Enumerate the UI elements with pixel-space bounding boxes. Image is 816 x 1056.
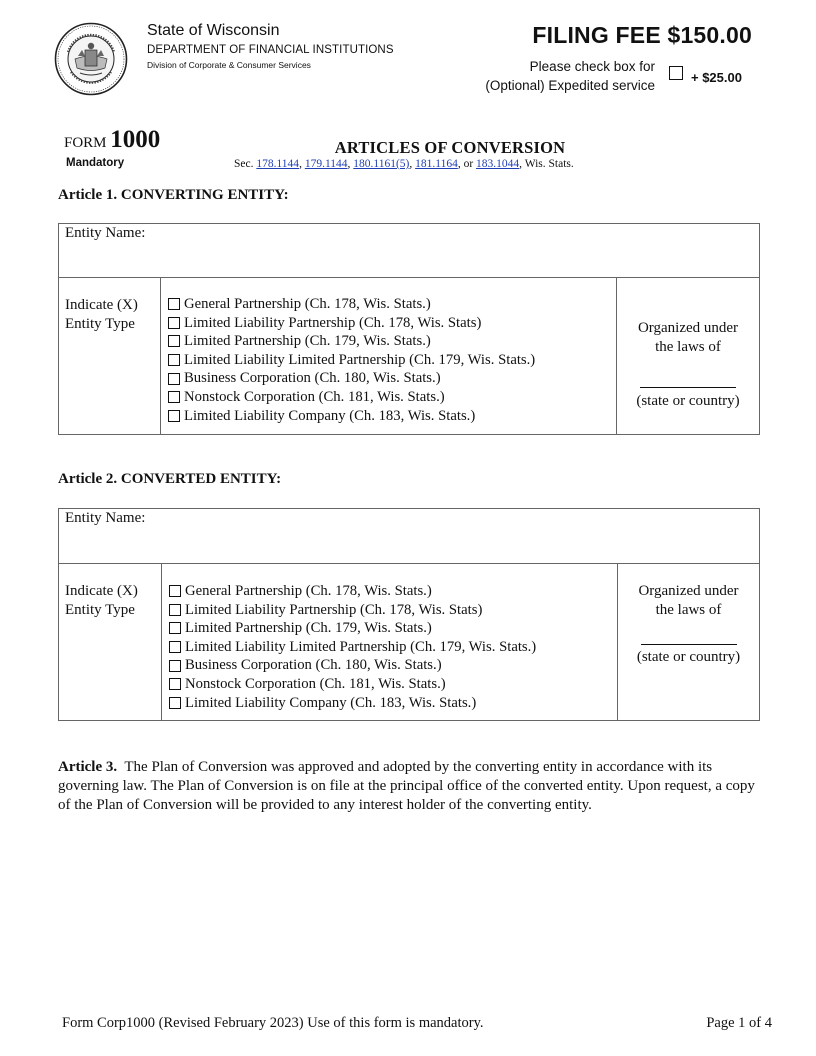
article-1-type-option[interactable] bbox=[168, 407, 535, 426]
option-label: Limited Liability Limited Partnership (Ch. 179, Wis. Stats.) bbox=[185, 638, 537, 655]
expedited-fee: + $25.00 bbox=[691, 70, 742, 85]
option-label: Limited Partnership (Ch. 179, Wis. Stats.) bbox=[185, 620, 432, 637]
expedited-service-checkbox[interactable] bbox=[669, 66, 683, 80]
article-3-paragraph bbox=[58, 758, 760, 814]
option-label: Nonstock Corporation (Ch. 181, Wis. Stats.) bbox=[185, 675, 446, 692]
article-2-type-option[interactable] bbox=[169, 694, 536, 713]
statute-suffix: Wis. Stats. bbox=[524, 158, 574, 170]
article-2-heading: Article 2. CONVERTED ENTITY: bbox=[58, 471, 282, 487]
article-2-entity-name-input[interactable] bbox=[150, 513, 754, 558]
article-1-organized-under bbox=[617, 319, 759, 411]
article-1-entity-type-list bbox=[168, 295, 535, 425]
checkbox[interactable] bbox=[169, 678, 181, 690]
article-2-type-option[interactable] bbox=[169, 638, 536, 657]
state-name: State of Wisconsin bbox=[147, 22, 280, 39]
organized-line-1: Organized under bbox=[637, 320, 739, 336]
option-label: Limited Liability Limited Partnership (Ch. 179, Wis. Stats.) bbox=[184, 351, 536, 368]
article-1-type-option[interactable] bbox=[168, 369, 535, 388]
article-2-type-option[interactable] bbox=[169, 619, 536, 638]
article-1-entity-type-label bbox=[65, 296, 138, 334]
article-2-type-option[interactable] bbox=[169, 582, 536, 601]
state-or-country-line[interactable] bbox=[640, 387, 736, 388]
option-label: General Partnership (Ch. 178, Wis. Stats.) bbox=[185, 583, 432, 599]
mandatory-label: Mandatory bbox=[66, 157, 125, 169]
checkbox[interactable] bbox=[169, 604, 181, 616]
statute-link-180-1161[interactable]: 180.1161(5) bbox=[353, 158, 410, 170]
option-label: Business Corporation (Ch. 180, Wis. Stats.) bbox=[185, 657, 442, 674]
option-label: Limited Liability Company (Ch. 183, Wis. Stats.) bbox=[184, 407, 476, 424]
form-prefix: FORM bbox=[64, 135, 107, 151]
expedited-instruction: Please check box for bbox=[529, 59, 655, 74]
article-1-type-option[interactable] bbox=[168, 388, 535, 407]
form-number-label bbox=[64, 126, 160, 154]
organized-line-1: Organized under bbox=[638, 583, 739, 599]
statute-prefix: Sec. bbox=[234, 158, 254, 170]
state-or-country-label: (state or country) bbox=[636, 393, 740, 409]
option-label: Nonstock Corporation (Ch. 181, Wis. Stats.) bbox=[184, 388, 445, 405]
checkbox[interactable] bbox=[168, 410, 180, 422]
article-2-organized-under bbox=[618, 582, 759, 667]
article-1-type-option[interactable] bbox=[168, 351, 535, 370]
checkbox[interactable] bbox=[169, 641, 181, 653]
option-label: Limited Liability Partnership (Ch. 178, Wis. Stats) bbox=[184, 314, 482, 331]
checkbox[interactable] bbox=[168, 373, 180, 385]
checkbox[interactable] bbox=[169, 697, 181, 709]
checkbox[interactable] bbox=[168, 335, 180, 347]
checkbox[interactable] bbox=[169, 585, 181, 597]
state-seal-logo bbox=[54, 22, 128, 96]
article-1-indicate-label: Indicate (X) bbox=[65, 297, 138, 313]
statute-link-181-1164[interactable]: 181.1164 bbox=[415, 158, 458, 170]
organized-line-2: the laws of bbox=[655, 339, 721, 355]
checkbox[interactable] bbox=[169, 622, 181, 634]
checkbox[interactable] bbox=[168, 317, 180, 329]
footer-form-info: Form Corp1000 (Revised February 2023) Use of this form is mandatory. bbox=[62, 1015, 484, 1031]
article-2-indicate-label: Indicate (X) bbox=[65, 583, 138, 599]
checkbox[interactable] bbox=[168, 354, 180, 366]
department-name: DEPARTMENT OF FINANCIAL INSTITUTIONS bbox=[147, 44, 394, 56]
article-3-text: The Plan of Conversion was approved and adopted by the converting entity in accordance with its governing law. The Plan of Conversion is on file at the principal office of the converted entity. Upon request, a copy of the Plan of Conversion will be provided to any interest holder of the converting entity. bbox=[58, 759, 755, 813]
article-1-type-option[interactable] bbox=[168, 314, 535, 333]
footer-page-number: Page 1 of 4 bbox=[706, 1015, 772, 1031]
article-1-entity-name-label: Entity Name: bbox=[65, 225, 146, 241]
article-1-entity-type-text: Entity Type bbox=[65, 316, 135, 332]
article-2-type-option[interactable] bbox=[169, 675, 536, 694]
statute-link-178-1144[interactable]: 178.1144 bbox=[256, 158, 300, 170]
option-label: Limited Liability Company (Ch. 183, Wis. Stats.) bbox=[185, 694, 477, 711]
option-label: Limited Liability Partnership (Ch. 178, Wis. Stats) bbox=[185, 601, 483, 618]
document-title: ARTICLES OF CONVERSION bbox=[334, 138, 566, 157]
article-2-entity-type-list bbox=[169, 582, 536, 712]
article-2-entity-name-label: Entity Name: bbox=[65, 510, 146, 526]
article-2-entity-type-label bbox=[65, 582, 138, 620]
filing-fee: FILING FEE $150.00 bbox=[532, 22, 752, 48]
option-label: Business Corporation (Ch. 180, Wis. Stats.) bbox=[184, 370, 441, 387]
checkbox[interactable] bbox=[168, 298, 180, 310]
state-or-country-label: (state or country) bbox=[636, 649, 741, 665]
state-or-country-line[interactable] bbox=[641, 644, 737, 645]
article-1-type-option[interactable] bbox=[168, 332, 535, 351]
organized-line-2: the laws of bbox=[655, 602, 722, 618]
article-1-type-option[interactable] bbox=[168, 295, 535, 314]
article-3-label: Article 3. bbox=[58, 759, 118, 775]
article-1-heading: Article 1. CONVERTING ENTITY: bbox=[58, 187, 289, 203]
checkbox[interactable] bbox=[168, 391, 180, 403]
article-1-entity-name-input[interactable] bbox=[150, 228, 754, 272]
article-2-type-option[interactable] bbox=[169, 601, 536, 620]
form-number: 1000 bbox=[110, 126, 161, 153]
checkbox[interactable] bbox=[169, 660, 181, 672]
article-2-entity-type-text: Entity Type bbox=[65, 602, 135, 618]
statute-link-183-1044[interactable]: 183.1044 bbox=[476, 158, 520, 170]
option-label: Limited Partnership (Ch. 179, Wis. Stats.) bbox=[184, 333, 431, 350]
statute-link-179-1144[interactable]: 179.1144 bbox=[304, 158, 348, 170]
statute-references: Sec. 178.1144, 179.1144, 180.1161(5), 181.1164, or 183.1044, Wis. Stats. bbox=[234, 158, 574, 170]
expedited-service-label: (Optional) Expedited service bbox=[485, 78, 655, 93]
article-2-type-option[interactable] bbox=[169, 656, 536, 675]
division-name: Division of Corporate & Consumer Services bbox=[147, 60, 311, 70]
option-label: General Partnership (Ch. 178, Wis. Stats.) bbox=[184, 296, 431, 312]
